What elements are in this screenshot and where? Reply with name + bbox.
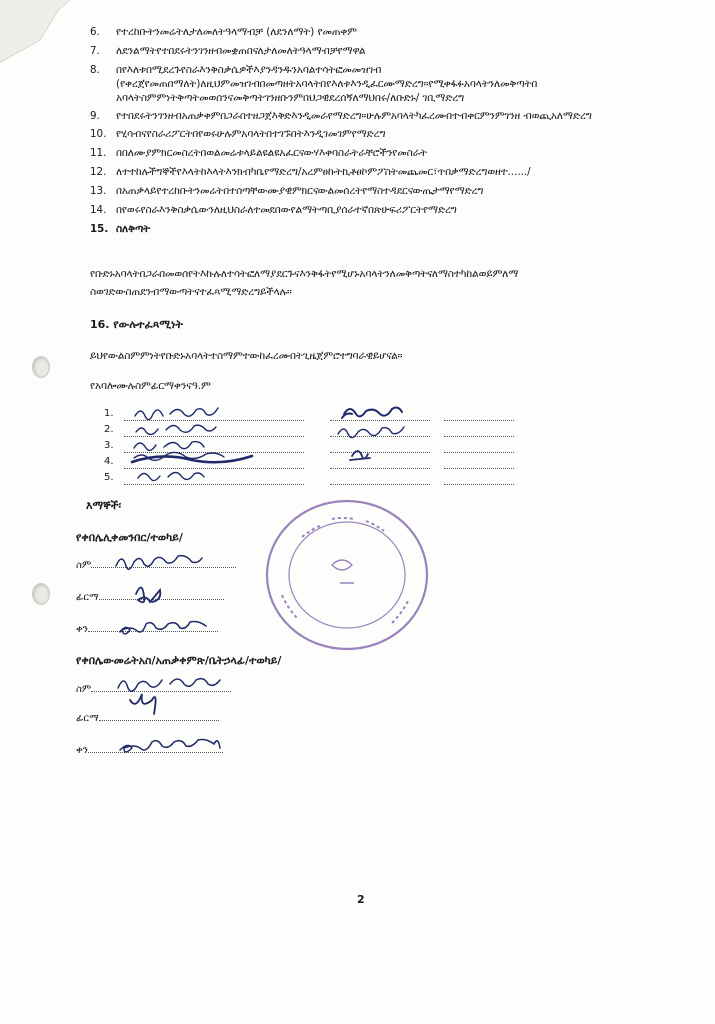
receiver-name-field: ስም — [76, 560, 236, 571]
officer-title: የቀበሌውመሬትአስ/አጠቃቀምጽ/ቤትኃላፊ/ተወካይ/ — [76, 654, 282, 667]
members-label: የአባሎሙሉስምፊርማቀንናዓ.ም — [90, 380, 211, 392]
penalty-paragraph: የቡድኑአባላትበጋራበመወሰየትእኩሉለተሳትፎለማያደርጉናእንቅፋትየሚሆኑአባላትንለመቅጣትናለማስተካከልወይምለማ ስወገድውስጠደንብማውጣትናተፈጻሚማድረግይችላሉ። — [90, 268, 519, 298]
receiver-sign-field: ፊርማ — [76, 592, 224, 603]
officer-date-field: ቀን — [76, 745, 223, 756]
official-stamp — [262, 495, 432, 653]
receiver-date-field: ቀን — [76, 624, 218, 635]
list-item: 14. በየወሩየስራእንቅስቃሴውንለዚህስራለተመደበውየልማትጣቢያሰራተኛበጽሁፍሪፖርትየማድረግ — [90, 204, 457, 216]
page-number: 2 — [357, 893, 365, 906]
officer-name-field: ስም — [76, 684, 231, 695]
list-item: 11. በበለሙያምክርመስረትበወልመሬቱላይልዩልዩአፈርናውሃእቀባስራትራቸሮችንየመስራት — [90, 147, 428, 159]
list-item: 8. በየእለቱበሚደረጉየስራእንቅስቃሴዎችእያንዳንዱንአባልተሳትፎመመዝገብ (የቀረጀየመጠበማለት)ለዚህምመዝገብበመጣዘትአባላትበየእለቱእንዲፈርሙማድረግ።የሚቀፋፉአባላትንለመቅጣትበ አባላትስምምነትቅጣትመወሰንናመቅጣትገንዘቡንምበህጋዊደረሰኝለማህበሩ/ለቡድኑ/ ገቢማድረግ — [90, 64, 538, 104]
receiver-title: የቀበሌሊቀመንበር/ተወካይ/ — [76, 531, 183, 544]
list-item: 12. ለተተከሉችግኞችየእላትከእላትእንክብካቤየማድረግ/አረምፀኩትኪቶፀኮምፖስትመጨመር፣ጥበቃማድረግወዘተ....../ — [90, 166, 531, 178]
witnesses-label: እማኞች፡ — [86, 499, 122, 512]
folded-corner — [0, 0, 70, 90]
member-row: 2. — [104, 424, 524, 440]
officer-sign-field: ፊርማ — [76, 713, 219, 724]
list-item-penalty-heading: 15. ስለቅጣት — [90, 223, 151, 235]
list-item: 9. የተበደሩትንገንዘብአጠቃቀምበጋራበተዘጋጀእቅድእንዲመራየማድረግ።ሁሉምአባላትካፈረሙበተብቀርምንምገንዘ ብወጪአለማድረግ — [90, 110, 592, 122]
member-row: 5. — [104, 472, 524, 488]
section-16-text: ይህየውልስምምነትየቡድኑአባላትተስማምተውከፈረሙበትጊዜጀምሮተግባራዊይሆናል። — [90, 350, 403, 362]
member-row: 1. — [104, 408, 524, 424]
section-16-heading: 16. የውሉተፈጻሚነት — [90, 318, 183, 331]
list-item: 13. በአጠቃላይየተረከቡትንመሬትበተሰጣቸውሙያዊምክርናውልመሰረትየማስተዳደርናውጤታማየማድረግ — [90, 185, 484, 197]
list-item: 7. ለደንልማትየተበደሩትንገንዘብመቋጠበናለታለመለትዓላማብቻየማዋል — [90, 45, 366, 57]
member-row: 4. — [104, 456, 524, 472]
obligations-list — [90, 25, 680, 241]
member-row: 3. — [104, 440, 524, 456]
list-item: 10. የሂሳብናየስራሪፖርትበየወሩሁሉምአባላትበተገኙበትእንዲገመገምየማድረግ — [90, 128, 386, 140]
list-item: 6. የተረከቡትንመሬትለታለመለትዓላማብቻ (ለደንለማት) የመጠቀም — [90, 26, 357, 38]
punch-hole-top — [32, 356, 50, 378]
punch-hole-bottom — [32, 583, 50, 605]
